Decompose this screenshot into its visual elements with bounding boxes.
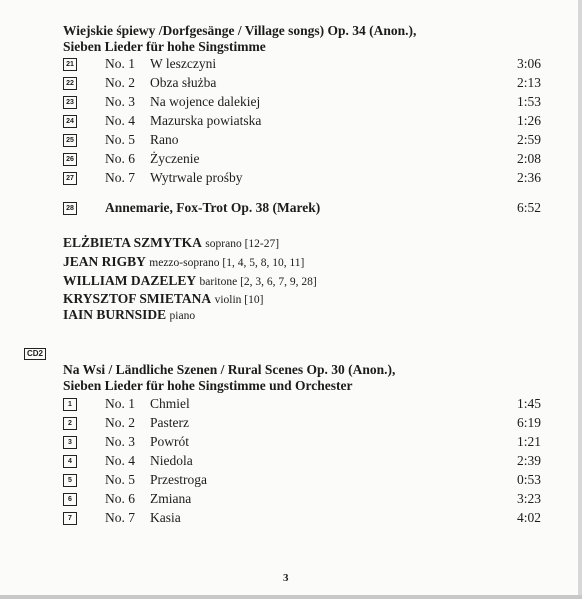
track-number-box: 21 (63, 58, 77, 71)
track-no: No. 4 (105, 453, 135, 468)
track-row (63, 472, 543, 491)
track-duration: 2:08 (516, 151, 541, 166)
performer-name: ELŻBIETA SZMYTKA (63, 235, 202, 250)
track-no: No. 1 (105, 56, 135, 71)
track-duration: 4:02 (516, 510, 541, 525)
page-edge-right (578, 0, 582, 599)
track-name: Wytrwale prośby (150, 170, 243, 185)
track-name: W leszczyni (150, 56, 217, 71)
track-duration: 2:36 (516, 170, 541, 185)
track-name: Pasterz (150, 415, 189, 430)
section2-title-line1: Na Wsi / Ländliche Szenen / Rural Scenes Op. 30 (Anon.), (63, 362, 396, 377)
track-name: Obza służba (150, 75, 217, 90)
track-duration: 2:39 (516, 453, 541, 468)
track-row (63, 151, 543, 170)
track-no: No. 7 (105, 510, 135, 525)
section1-title-line2: Sieben Lieder für hohe Singstimme (63, 39, 266, 54)
track-no: No. 5 (105, 132, 135, 147)
track-duration: 1:53 (516, 94, 541, 109)
performer-name: IAIN BURNSIDE (63, 307, 167, 322)
track-name: Mazurska powiatska (150, 113, 262, 128)
track-row (63, 94, 543, 113)
track-no: No. 2 (105, 75, 135, 90)
page-number: 3 (283, 572, 289, 584)
track-number-box: 3 (63, 436, 77, 449)
track-name: Życzenie (150, 151, 200, 166)
performer-role: baritone [2, 3, 6, 7, 9, 28] (199, 276, 317, 288)
track-no: No. 4 (105, 113, 135, 128)
track-no: No. 7 (105, 170, 135, 185)
track-number-box: 4 (63, 455, 77, 468)
track-no: No. 6 (105, 151, 135, 166)
track-name: Przestroga (150, 472, 207, 487)
track-number-box: 1 (63, 398, 77, 411)
track-row (63, 396, 543, 415)
track-duration: 1:45 (516, 396, 541, 411)
performer-line (63, 305, 195, 326)
track-number-box: 6 (63, 493, 77, 506)
track-name: Chmiel (150, 396, 190, 411)
track-number-box: 22 (63, 77, 77, 90)
track-row (63, 453, 543, 472)
track-row (63, 434, 543, 453)
track-number-box: 24 (63, 115, 77, 128)
performer-line (63, 233, 279, 254)
track-no: No. 1 (105, 396, 135, 411)
track-no: No. 2 (105, 415, 135, 430)
track-no: No. 3 (105, 94, 135, 109)
cd-label: CD2 (24, 348, 46, 360)
track-row (63, 415, 543, 434)
track-duration: 6:52 (516, 200, 541, 215)
track-duration: 0:53 (516, 472, 541, 487)
performer-name: KRYSZTOF SMIETANA (63, 291, 212, 306)
performer-role: mezzo-soprano [1, 4, 5, 8, 10, 11] (149, 257, 305, 269)
section1-title-line1: Wiejskie śpiewy /Dorfgesänge / Village songs) Op. 34 (Anon.), (63, 23, 417, 38)
track-duration: 2:59 (516, 132, 541, 147)
track-no: No. 6 (105, 491, 135, 506)
performer-name: WILLIAM DAZELEY (63, 273, 197, 288)
track-row (63, 510, 543, 529)
track-name: Kasia (150, 510, 181, 525)
track-number-box: 26 (63, 153, 77, 166)
track-no: No. 3 (105, 434, 135, 449)
track-name: Niedola (150, 453, 193, 468)
single-track-title: Annemarie, Fox-Trot Op. 38 (Marek) (105, 200, 321, 215)
performer-role: violin [10] (214, 294, 264, 306)
track-number-box: 27 (63, 172, 77, 185)
performer-role: piano (169, 310, 196, 322)
track-name: Rano (150, 132, 179, 147)
track-no: No. 5 (105, 472, 135, 487)
track-row (63, 56, 543, 75)
track-duration: 3:06 (516, 56, 541, 71)
track-number-box: 28 (63, 202, 77, 215)
track-name: Na wojence dalekiej (150, 94, 261, 109)
track-duration: 2:13 (516, 75, 541, 90)
track-number-box: 7 (63, 512, 77, 525)
track-duration: 1:26 (516, 113, 541, 128)
track-number-box: 23 (63, 96, 77, 109)
performer-role: soprano [12-27] (205, 238, 280, 250)
track-duration: 3:23 (516, 491, 541, 506)
track-row (63, 491, 543, 510)
track-duration: 1:21 (516, 434, 541, 449)
track-name: Powrót (150, 434, 190, 449)
track-row (63, 75, 543, 94)
track-duration: 6:19 (516, 415, 541, 430)
track-row (63, 170, 543, 189)
track-number-box: 25 (63, 134, 77, 147)
performer-name: JEAN RIGBY (63, 254, 146, 269)
track-number-box: 5 (63, 474, 77, 487)
track-row (63, 132, 543, 151)
track-row (63, 113, 543, 132)
page-edge-bottom (0, 595, 582, 599)
section2-title-line2: Sieben Lieder für hohe Singstimme und Orchester (63, 378, 353, 393)
track-number-box: 2 (63, 417, 77, 430)
single-track-row (63, 200, 543, 219)
performer-line (63, 252, 304, 273)
track-name: Zmiana (150, 491, 192, 506)
